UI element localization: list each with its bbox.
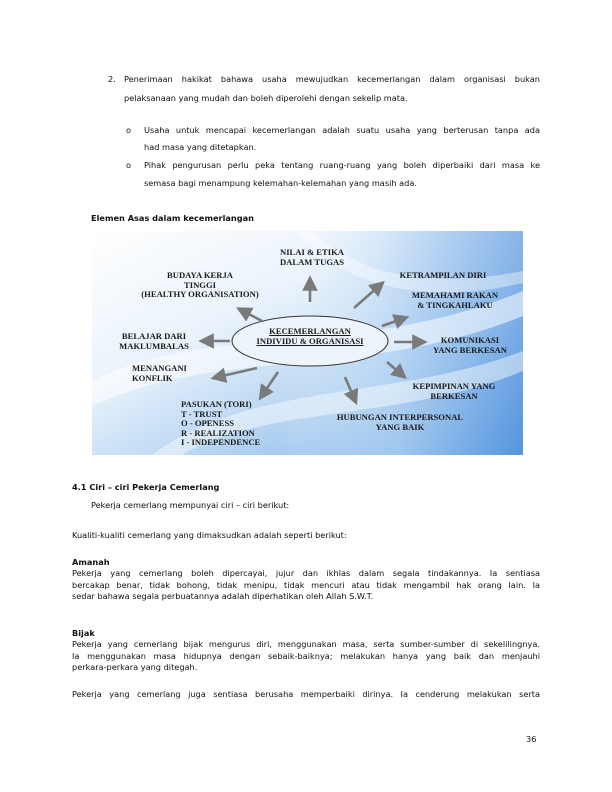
list-item-line-1: Penerimaan hakikat bahawa usaha mewujudkan kecemerlangan dalam organisasi bukan [124,74,540,84]
node-menangani: MENANGANI KONFLIK [132,363,187,383]
node-nilai: NILAI & ETIKA DALAM TUGAS [279,247,345,267]
list-number: 2. [108,74,116,84]
bijak-title: Bijak [72,628,95,638]
amanah-paragraph: Pekerja yang cemerlang boleh dipercayai, jujur dan ikhlas dalam segala tindakannya. Ia sentiasa bercakap benar, tidak bohong, tidak menipu, tidak mencuri atau tidak mengambil hak orang lain. Ia sedar bahawa segala perbuatannya adalah diperhatikan oleh Allah S.W.T. [72,568,540,601]
node-memahami: MEMAHAMI RAKAN & TINGKAHLAKU [411,290,499,310]
page-number: 36 [526,734,537,744]
section-intro-2: Kualiti-kualiti cemerlang yang dimaksudkan adalah seperti berikut: [72,530,347,540]
center-node: KECEMERLANGAN INDIVIDU & ORGANISASI [256,326,364,346]
bullet-2-line-2: semasa bagi menampung kelemahan-kelemahan yang masih ada. [144,178,417,188]
bullet-2-line-1: Pihak pengurusan perlu peka tentang ruang-ruang yang boleh diperbaiki dari masa ke [144,160,540,170]
diagram-heading: Elemen Asas dalam kecemerlangan [91,213,254,223]
node-pasukan: PASUKAN (TORI) T - TRUST O - OPENESS R - REALIZATION I - INDEPENDENCE [181,399,261,447]
bullet-1-line-2: had masa yang ditetapkan. [144,142,257,152]
section-intro: Pekerja cemerlang mempunyai ciri – ciri berikut: [91,500,290,510]
bijak-paragraph: Pekerja yang cemerlang bijak mengurus diri, menggunakan masa, serta sumber-sumber di sekelilingnya. Ia menggunakan masa hidupnya dengan sebaik-baiknya; melakukan hanya yang baik dan menjauhi perkara-perkara yang ditegah. [72,639,540,672]
bullet-1-line-1: Usaha untuk mencapai kecemerlangan adalah suatu usaha yang berterusan tanpa ada [144,125,540,135]
diagram [92,231,523,455]
node-hubungan: HUBUNGAN INTERPERSONAL YANG BAIK [336,412,464,432]
amanah-title: Amanah [72,557,110,567]
bullet-marker: o [126,160,132,170]
node-ketrampilan: KETRAMPILAN DIRI [399,270,487,280]
list-item-line-2: pelaksanaan yang mudah dan boleh diperolehi dengan sekelip mata. [124,93,408,103]
bullet-marker: o [126,125,132,135]
node-budaya: BUDAYA KERJA TINGGI (HEALTHY ORGANISATION) [141,270,259,299]
section-heading: 4.1 Ciri – ciri Pekerja Cemerlang [72,482,220,492]
node-komunikasi: KOMUNIKASI YANG BERKESAN [433,335,507,355]
node-kepimpinan: KEPIMPINAN YANG BERKESAN [412,381,496,401]
closing-paragraph: Pekerja yang cemerlang juga sentiasa berusaha memperbaiki dirinya. Ia cenderung melakukan serta [72,689,540,699]
node-belajar: BELAJAR DARI MAKLUMBALAS [119,331,189,351]
